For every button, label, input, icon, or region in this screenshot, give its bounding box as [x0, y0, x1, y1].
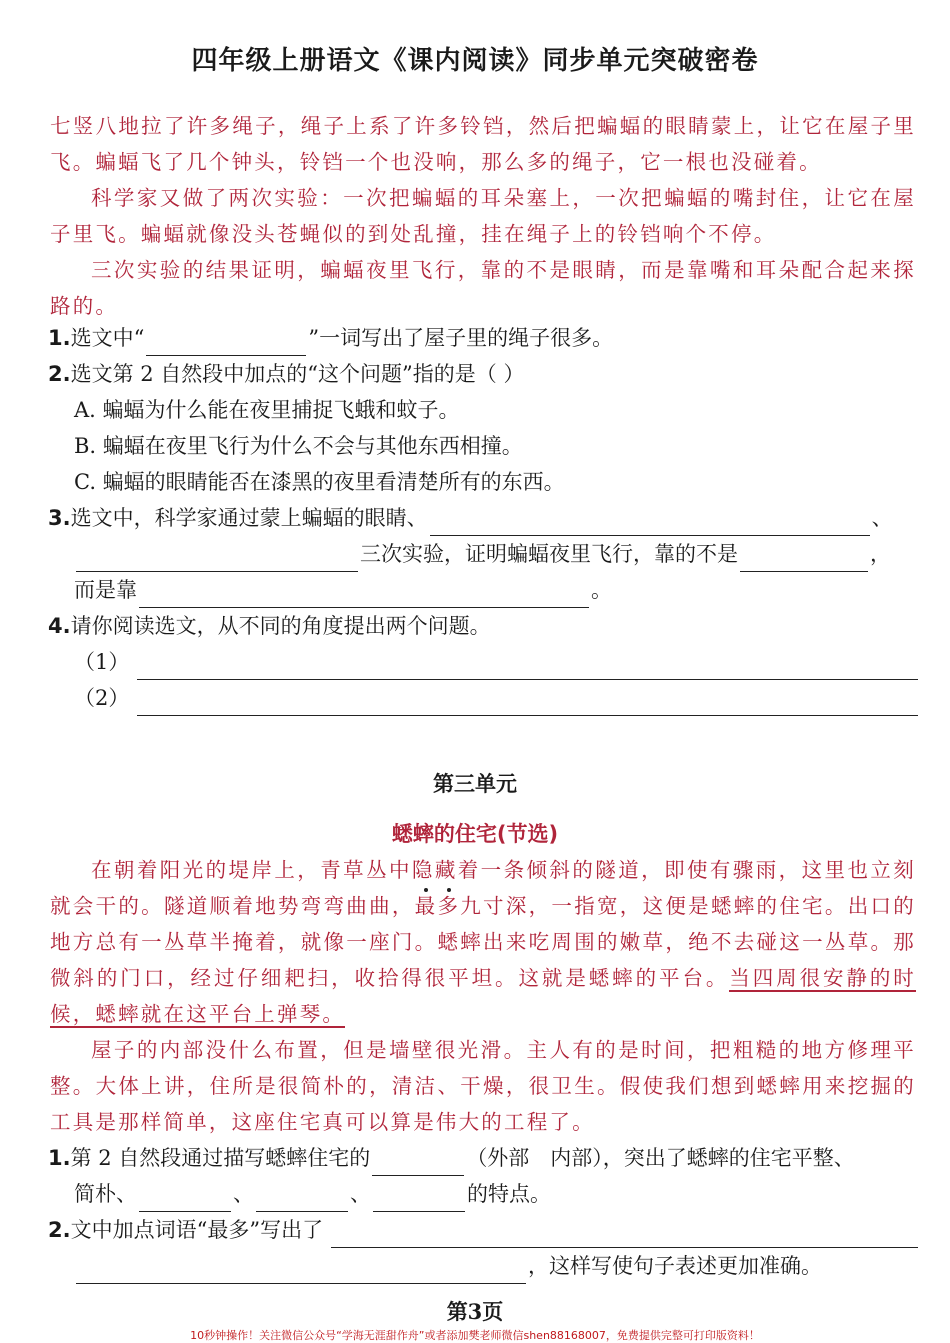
answer-line[interactable]	[331, 1221, 918, 1248]
answer-blank[interactable]	[740, 545, 868, 572]
question-4-answer-2: （2）	[48, 680, 918, 716]
unit-title: 第三单元	[433, 771, 517, 796]
question-1: 1.选文中“ ”一词写出了屋子里的绳子很多。	[48, 320, 918, 356]
article-title: 蟋蟀的住宅(节选)	[391, 822, 559, 846]
questions-bat	[48, 320, 918, 716]
answer-blank[interactable]	[146, 329, 306, 356]
question-3-line3: 而是靠 。	[48, 572, 918, 608]
question-1-line2: 简朴、 、 、 的特点。	[48, 1176, 918, 1212]
dotted-char: 最	[414, 894, 438, 918]
question-3-line2: 三次实验，证明蝙蝠夜里飞行，靠的不是 ，	[48, 536, 918, 572]
question-4-answer-1: （1）	[48, 644, 918, 680]
answer-blank[interactable]	[430, 509, 870, 536]
answer-blank[interactable]	[373, 1185, 465, 1212]
answer-blank[interactable]	[139, 581, 589, 608]
page-number: 第3页	[446, 1299, 504, 1324]
question-2: 2. 文中加点词语“最多”写出了	[48, 1212, 918, 1248]
option-a[interactable]: A. 蝙蝠为什么能在夜里捕捉飞蛾和蚊子。	[74, 398, 460, 422]
passage-bat	[50, 108, 916, 324]
option-b[interactable]: B. 蝙蝠在夜里飞行为什么不会与其他东西相撞。	[74, 434, 523, 458]
questions-cricket	[48, 1140, 918, 1284]
dotted-char: 多	[437, 894, 461, 918]
question-2-line2: ，这样写使句子表述更加准确。	[48, 1248, 918, 1284]
passage-cricket-p1: 在朝着阳光的堤岸上，青草丛中隐藏着一条倾斜的隧道，即使有骤雨，这里也立刻就会干的。隧道顺着地势弯弯曲曲，最多九寸深，一指宽，这便是蟋蟀的住宅。出口的地方总有一丛草半掩着，就像一座门。蟋蟀出来吃周围的嫩草，绝不去碰这一丛草。那微斜的门口，经过仔细耙扫，收拾得很平坦。这就是蟋蟀的平台。当四周很安静的时候，蟋蟀就在这平台上弹琴。	[50, 858, 917, 1026]
answer-blank[interactable]	[372, 1149, 464, 1176]
answer-blank[interactable]	[76, 1257, 526, 1284]
passage-cricket	[50, 852, 916, 1140]
answer-blank[interactable]	[76, 545, 358, 572]
footer-note: 10秒钟操作！关注微信公众号“学海无涯甜作舟”或者添加樊老师微信shen88168007，免费提供完整可打印版资料！	[190, 1329, 760, 1342]
passage-bat-p3: 三次实验的结果证明，蝙蝠夜里飞行，靠的不是眼睛，而是靠嘴和耳朵配合起来探路的。	[50, 258, 916, 318]
answer-blank[interactable]	[256, 1185, 348, 1212]
answer-blank[interactable]	[139, 1185, 231, 1212]
passage-bat-p2: 科学家又做了两次实验：一次把蝙蝠的耳朵塞上，一次把蝙蝠的嘴封住，让它在屋子里飞。蝙蝠就像没头苍蝇似的到处乱撞，挂在绳子上的铃铛响个不停。	[50, 186, 916, 246]
passage-bat-p1: 七竖八地拉了许多绳子，绳子上系了许多铃铛，然后把蝙蝠的眼睛蒙上，让它在屋子里飞。蝙蝠飞了几个钟头，铃铛一个也没响，那么多的绳子，它一根也没碰着。	[50, 114, 916, 174]
question-3-line1: 3.选文中，科学家通过蒙上蝙蝠的眼睛、 、	[48, 500, 918, 536]
answer-line[interactable]	[137, 653, 918, 680]
question-1: 1.第 2 自然段通过描写蟋蟀住宅的 （外部 内部），突出了蟋蟀的住宅平整、	[48, 1140, 918, 1176]
question-4: 4.请你阅读选文，从不同的角度提出两个问题。	[48, 614, 491, 638]
page-title: 四年级上册语文《课内阅读》同步单元突破密卷	[191, 46, 759, 76]
underlined-sentence: 当四周很安静的时候，蟋蟀就在这平台上弹琴。	[50, 966, 916, 1026]
answer-line[interactable]	[137, 689, 918, 716]
option-c[interactable]: C. 蝙蝠的眼睛能否在漆黑的夜里看清楚所有的东西。	[74, 470, 565, 494]
passage-cricket-p2: 屋子的内部没什么布置，但是墙壁很光滑。主人有的是时间，把粗糙的地方修理平整。大体上讲，住所是很简朴的，清洁、干燥，很卫生。假使我们想到蟋蟀用来挖掘的工具是那样简单，这座住宅真可以算是伟大的工程了。	[50, 1038, 916, 1134]
question-2: 2.选文第 2 自然段中加点的“这个问题”指的是（ ）	[48, 362, 525, 386]
